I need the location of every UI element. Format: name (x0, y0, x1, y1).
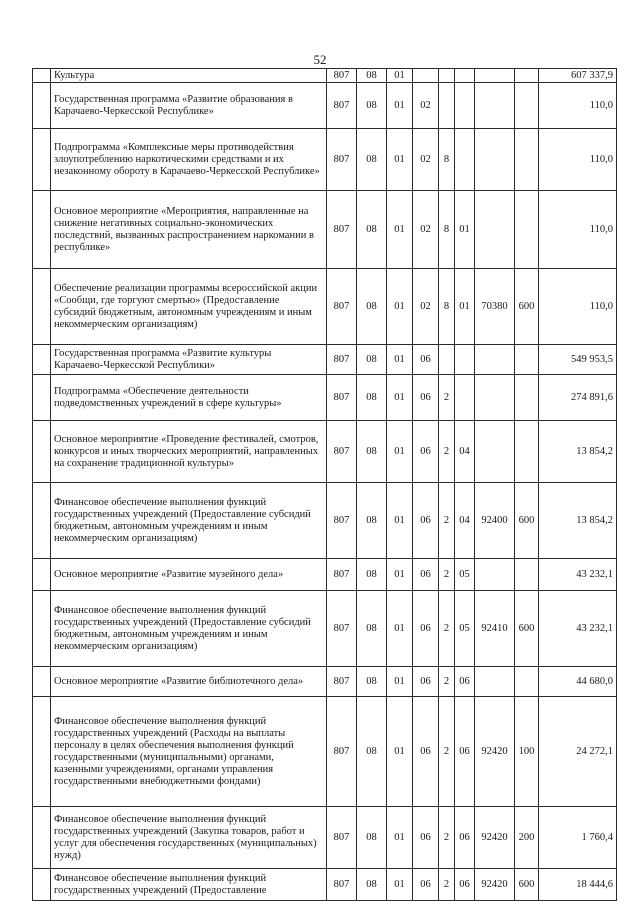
program-code-cell: 06 (413, 591, 439, 667)
expense-type-cell (515, 69, 539, 83)
direction-code-cell (475, 345, 515, 375)
direction-code-cell (475, 69, 515, 83)
expense-type-cell: 600 (515, 869, 539, 901)
table-row (33, 807, 617, 869)
table-row (33, 869, 617, 901)
amount-cell: 43 232,1 (539, 591, 617, 667)
row-marker-cell (33, 269, 51, 345)
program-code-cell: 06 (413, 345, 439, 375)
amount-cell: 110,0 (539, 129, 617, 191)
direction-code-cell (475, 375, 515, 421)
row-marker-cell (33, 697, 51, 807)
section-code-cell: 08 (357, 559, 387, 591)
subprogram-code-cell (439, 83, 455, 129)
row-marker-cell (33, 375, 51, 421)
expense-type-cell (515, 191, 539, 269)
expense-type-cell: 600 (515, 591, 539, 667)
dept-code-cell: 807 (327, 591, 357, 667)
section-code-cell: 08 (357, 83, 387, 129)
dept-code-cell: 807 (327, 83, 357, 129)
event-code-cell (455, 83, 475, 129)
subsection-code-cell: 01 (387, 591, 413, 667)
subprogram-code-cell: 2 (439, 807, 455, 869)
direction-code-cell (475, 421, 515, 483)
table-row (33, 559, 617, 591)
direction-code-cell: 92420 (475, 807, 515, 869)
section-code-cell: 08 (357, 591, 387, 667)
program-code-cell: 02 (413, 191, 439, 269)
program-code-cell: 06 (413, 483, 439, 559)
subsection-code-cell: 01 (387, 129, 413, 191)
program-code-cell: 02 (413, 129, 439, 191)
section-code-cell: 08 (357, 869, 387, 901)
row-marker-cell (33, 345, 51, 375)
direction-code-cell: 92420 (475, 697, 515, 807)
table-row (33, 345, 617, 375)
dept-code-cell: 807 (327, 269, 357, 345)
dept-code-cell: 807 (327, 807, 357, 869)
table-row (33, 269, 617, 345)
program-code-cell: 06 (413, 869, 439, 901)
subprogram-code-cell (439, 345, 455, 375)
table-body (33, 69, 617, 901)
item-name-cell: Финансовое обеспечение выполнения функций государственных учреждений (Предоставление (51, 869, 327, 901)
subsection-code-cell: 01 (387, 83, 413, 129)
event-code-cell: 06 (455, 697, 475, 807)
table-row (33, 483, 617, 559)
program-code-cell: 06 (413, 375, 439, 421)
subprogram-code-cell: 8 (439, 191, 455, 269)
section-code-cell: 08 (357, 697, 387, 807)
item-name-cell: Основное мероприятие «Развитие библиотечного дела» (51, 667, 327, 697)
program-code-cell: 06 (413, 559, 439, 591)
dept-code-cell: 807 (327, 375, 357, 421)
event-code-cell (455, 129, 475, 191)
item-name-cell: Основное мероприятие «Проведение фестивалей, смотров, конкурсов и иных творческих мероприятий, направленных на сохранение традиционной культуры» (51, 421, 327, 483)
table-row (33, 421, 617, 483)
table-row (33, 667, 617, 697)
program-code-cell: 02 (413, 269, 439, 345)
subprogram-code-cell: 2 (439, 667, 455, 697)
amount-cell: 110,0 (539, 83, 617, 129)
direction-code-cell (475, 129, 515, 191)
direction-code-cell (475, 667, 515, 697)
row-marker-cell (33, 559, 51, 591)
expense-type-cell (515, 375, 539, 421)
subsection-code-cell: 01 (387, 807, 413, 869)
direction-code-cell: 92400 (475, 483, 515, 559)
item-name-cell: Финансовое обеспечение выполнения функций государственных учреждений (Предоставление субсидий бюджетным, автономным учреждениям и иным некоммерческим организациям) (51, 591, 327, 667)
dept-code-cell: 807 (327, 421, 357, 483)
subsection-code-cell: 01 (387, 345, 413, 375)
program-code-cell (413, 69, 439, 83)
subprogram-code-cell (439, 69, 455, 83)
budget-table (32, 68, 617, 901)
dept-code-cell: 807 (327, 483, 357, 559)
event-code-cell: 01 (455, 191, 475, 269)
direction-code-cell (475, 559, 515, 591)
item-name-cell: Культура (51, 69, 327, 83)
program-code-cell: 06 (413, 421, 439, 483)
item-name-cell: Обеспечение реализации программы всероссийской акции «Сообщи, где торгуют смертью» (Предоставление субсидий бюджетным, автономным учреждениям и иным некоммерческим организациям) (51, 269, 327, 345)
section-code-cell: 08 (357, 375, 387, 421)
amount-cell: 549 953,5 (539, 345, 617, 375)
amount-cell: 274 891,6 (539, 375, 617, 421)
subprogram-code-cell: 2 (439, 869, 455, 901)
event-code-cell: 06 (455, 667, 475, 697)
subprogram-code-cell: 2 (439, 483, 455, 559)
subsection-code-cell: 01 (387, 667, 413, 697)
table-row (33, 69, 617, 83)
event-code-cell: 05 (455, 591, 475, 667)
event-code-cell: 05 (455, 559, 475, 591)
expense-type-cell (515, 83, 539, 129)
section-code-cell: 08 (357, 69, 387, 83)
expense-type-cell (515, 129, 539, 191)
item-name-cell: Государственная программа «Развитие культуры Карачаево-Черкесской Республики» (51, 345, 327, 375)
amount-cell: 43 232,1 (539, 559, 617, 591)
expense-type-cell: 200 (515, 807, 539, 869)
item-name-cell: Государственная программа «Развитие образования в Карачаево-Черкесской Республике» (51, 83, 327, 129)
row-marker-cell (33, 667, 51, 697)
item-name-cell: Подпрограмма «Комплексные меры противодействия злоупотреблению наркотическими средствами и их незаконному обороту в Карачаево-Черкесской Республике» (51, 129, 327, 191)
program-code-cell: 06 (413, 667, 439, 697)
item-name-cell: Финансовое обеспечение выполнения функций государственных учреждений (Предоставление субсидий бюджетным, автономным учреждениям и иным некоммерческим организациям) (51, 483, 327, 559)
expense-type-cell (515, 421, 539, 483)
subsection-code-cell: 01 (387, 421, 413, 483)
row-marker-cell (33, 807, 51, 869)
amount-cell: 13 854,2 (539, 483, 617, 559)
subsection-code-cell: 01 (387, 483, 413, 559)
page-number: 52 (313, 52, 327, 67)
row-marker-cell (33, 591, 51, 667)
section-code-cell: 08 (357, 483, 387, 559)
subprogram-code-cell: 2 (439, 559, 455, 591)
expense-type-cell: 600 (515, 269, 539, 345)
event-code-cell (455, 375, 475, 421)
section-code-cell: 08 (357, 191, 387, 269)
dept-code-cell: 807 (327, 697, 357, 807)
item-name-cell: Основное мероприятие «Развитие музейного дела» (51, 559, 327, 591)
table-row (33, 191, 617, 269)
direction-code-cell (475, 83, 515, 129)
subprogram-code-cell: 2 (439, 375, 455, 421)
amount-cell: 110,0 (539, 191, 617, 269)
amount-cell: 110,0 (539, 269, 617, 345)
table-row (33, 83, 617, 129)
program-code-cell: 06 (413, 807, 439, 869)
subprogram-code-cell: 8 (439, 269, 455, 345)
section-code-cell: 08 (357, 421, 387, 483)
item-name-cell: Финансовое обеспечение выполнения функций государственных учреждений (Закупка товаров, работ и услуг для обеспечения государственных (муниципальных) нужд) (51, 807, 327, 869)
event-code-cell: 04 (455, 483, 475, 559)
table-row (33, 375, 617, 421)
table-row (33, 697, 617, 807)
event-code-cell (455, 69, 475, 83)
direction-code-cell: 92420 (475, 869, 515, 901)
program-code-cell: 02 (413, 83, 439, 129)
expense-type-cell (515, 345, 539, 375)
amount-cell: 1 760,4 (539, 807, 617, 869)
subsection-code-cell: 01 (387, 697, 413, 807)
section-code-cell: 08 (357, 269, 387, 345)
expense-type-cell: 600 (515, 483, 539, 559)
row-marker-cell (33, 421, 51, 483)
table-row (33, 129, 617, 191)
row-marker-cell (33, 483, 51, 559)
amount-cell: 44 680,0 (539, 667, 617, 697)
expense-type-cell (515, 559, 539, 591)
row-marker-cell (33, 869, 51, 901)
subsection-code-cell: 01 (387, 191, 413, 269)
item-name-cell: Подпрограмма «Обеспечение деятельности подведомственных учреждений в сфере культуры» (51, 375, 327, 421)
item-name-cell: Основное мероприятие «Мероприятия, направленные на снижение негативных социально-экономических последствий, вызванных распространением наркомании в республике» (51, 191, 327, 269)
section-code-cell: 08 (357, 807, 387, 869)
event-code-cell: 06 (455, 869, 475, 901)
direction-code-cell: 70380 (475, 269, 515, 345)
direction-code-cell: 92410 (475, 591, 515, 667)
direction-code-cell (475, 191, 515, 269)
row-marker-cell (33, 83, 51, 129)
subsection-code-cell: 01 (387, 869, 413, 901)
amount-cell: 24 272,1 (539, 697, 617, 807)
subsection-code-cell: 01 (387, 375, 413, 421)
expense-type-cell (515, 667, 539, 697)
item-name-cell: Финансовое обеспечение выполнения функций государственных учреждений (Расходы на выплаты персоналу в целях обеспечения выполнения функций государственными (муниципальными) органами, казенными учреждениями, органами управления государственными внебюджетными фондами) (51, 697, 327, 807)
subsection-code-cell: 01 (387, 269, 413, 345)
amount-cell: 13 854,2 (539, 421, 617, 483)
dept-code-cell: 807 (327, 191, 357, 269)
dept-code-cell: 807 (327, 869, 357, 901)
subsection-code-cell: 01 (387, 559, 413, 591)
row-marker-cell (33, 69, 51, 83)
row-marker-cell (33, 129, 51, 191)
amount-cell: 18 444,6 (539, 869, 617, 901)
dept-code-cell: 807 (327, 559, 357, 591)
event-code-cell: 01 (455, 269, 475, 345)
subprogram-code-cell: 8 (439, 129, 455, 191)
event-code-cell: 04 (455, 421, 475, 483)
expense-type-cell: 100 (515, 697, 539, 807)
subsection-code-cell: 01 (387, 69, 413, 83)
subprogram-code-cell: 2 (439, 421, 455, 483)
event-code-cell (455, 345, 475, 375)
section-code-cell: 08 (357, 129, 387, 191)
amount-cell: 607 337,9 (539, 69, 617, 83)
program-code-cell: 06 (413, 697, 439, 807)
subprogram-code-cell: 2 (439, 591, 455, 667)
event-code-cell: 06 (455, 807, 475, 869)
row-marker-cell (33, 191, 51, 269)
section-code-cell: 08 (357, 345, 387, 375)
dept-code-cell: 807 (327, 667, 357, 697)
subprogram-code-cell: 2 (439, 697, 455, 807)
table-row (33, 591, 617, 667)
dept-code-cell: 807 (327, 345, 357, 375)
dept-code-cell: 807 (327, 129, 357, 191)
dept-code-cell: 807 (327, 69, 357, 83)
section-code-cell: 08 (357, 667, 387, 697)
